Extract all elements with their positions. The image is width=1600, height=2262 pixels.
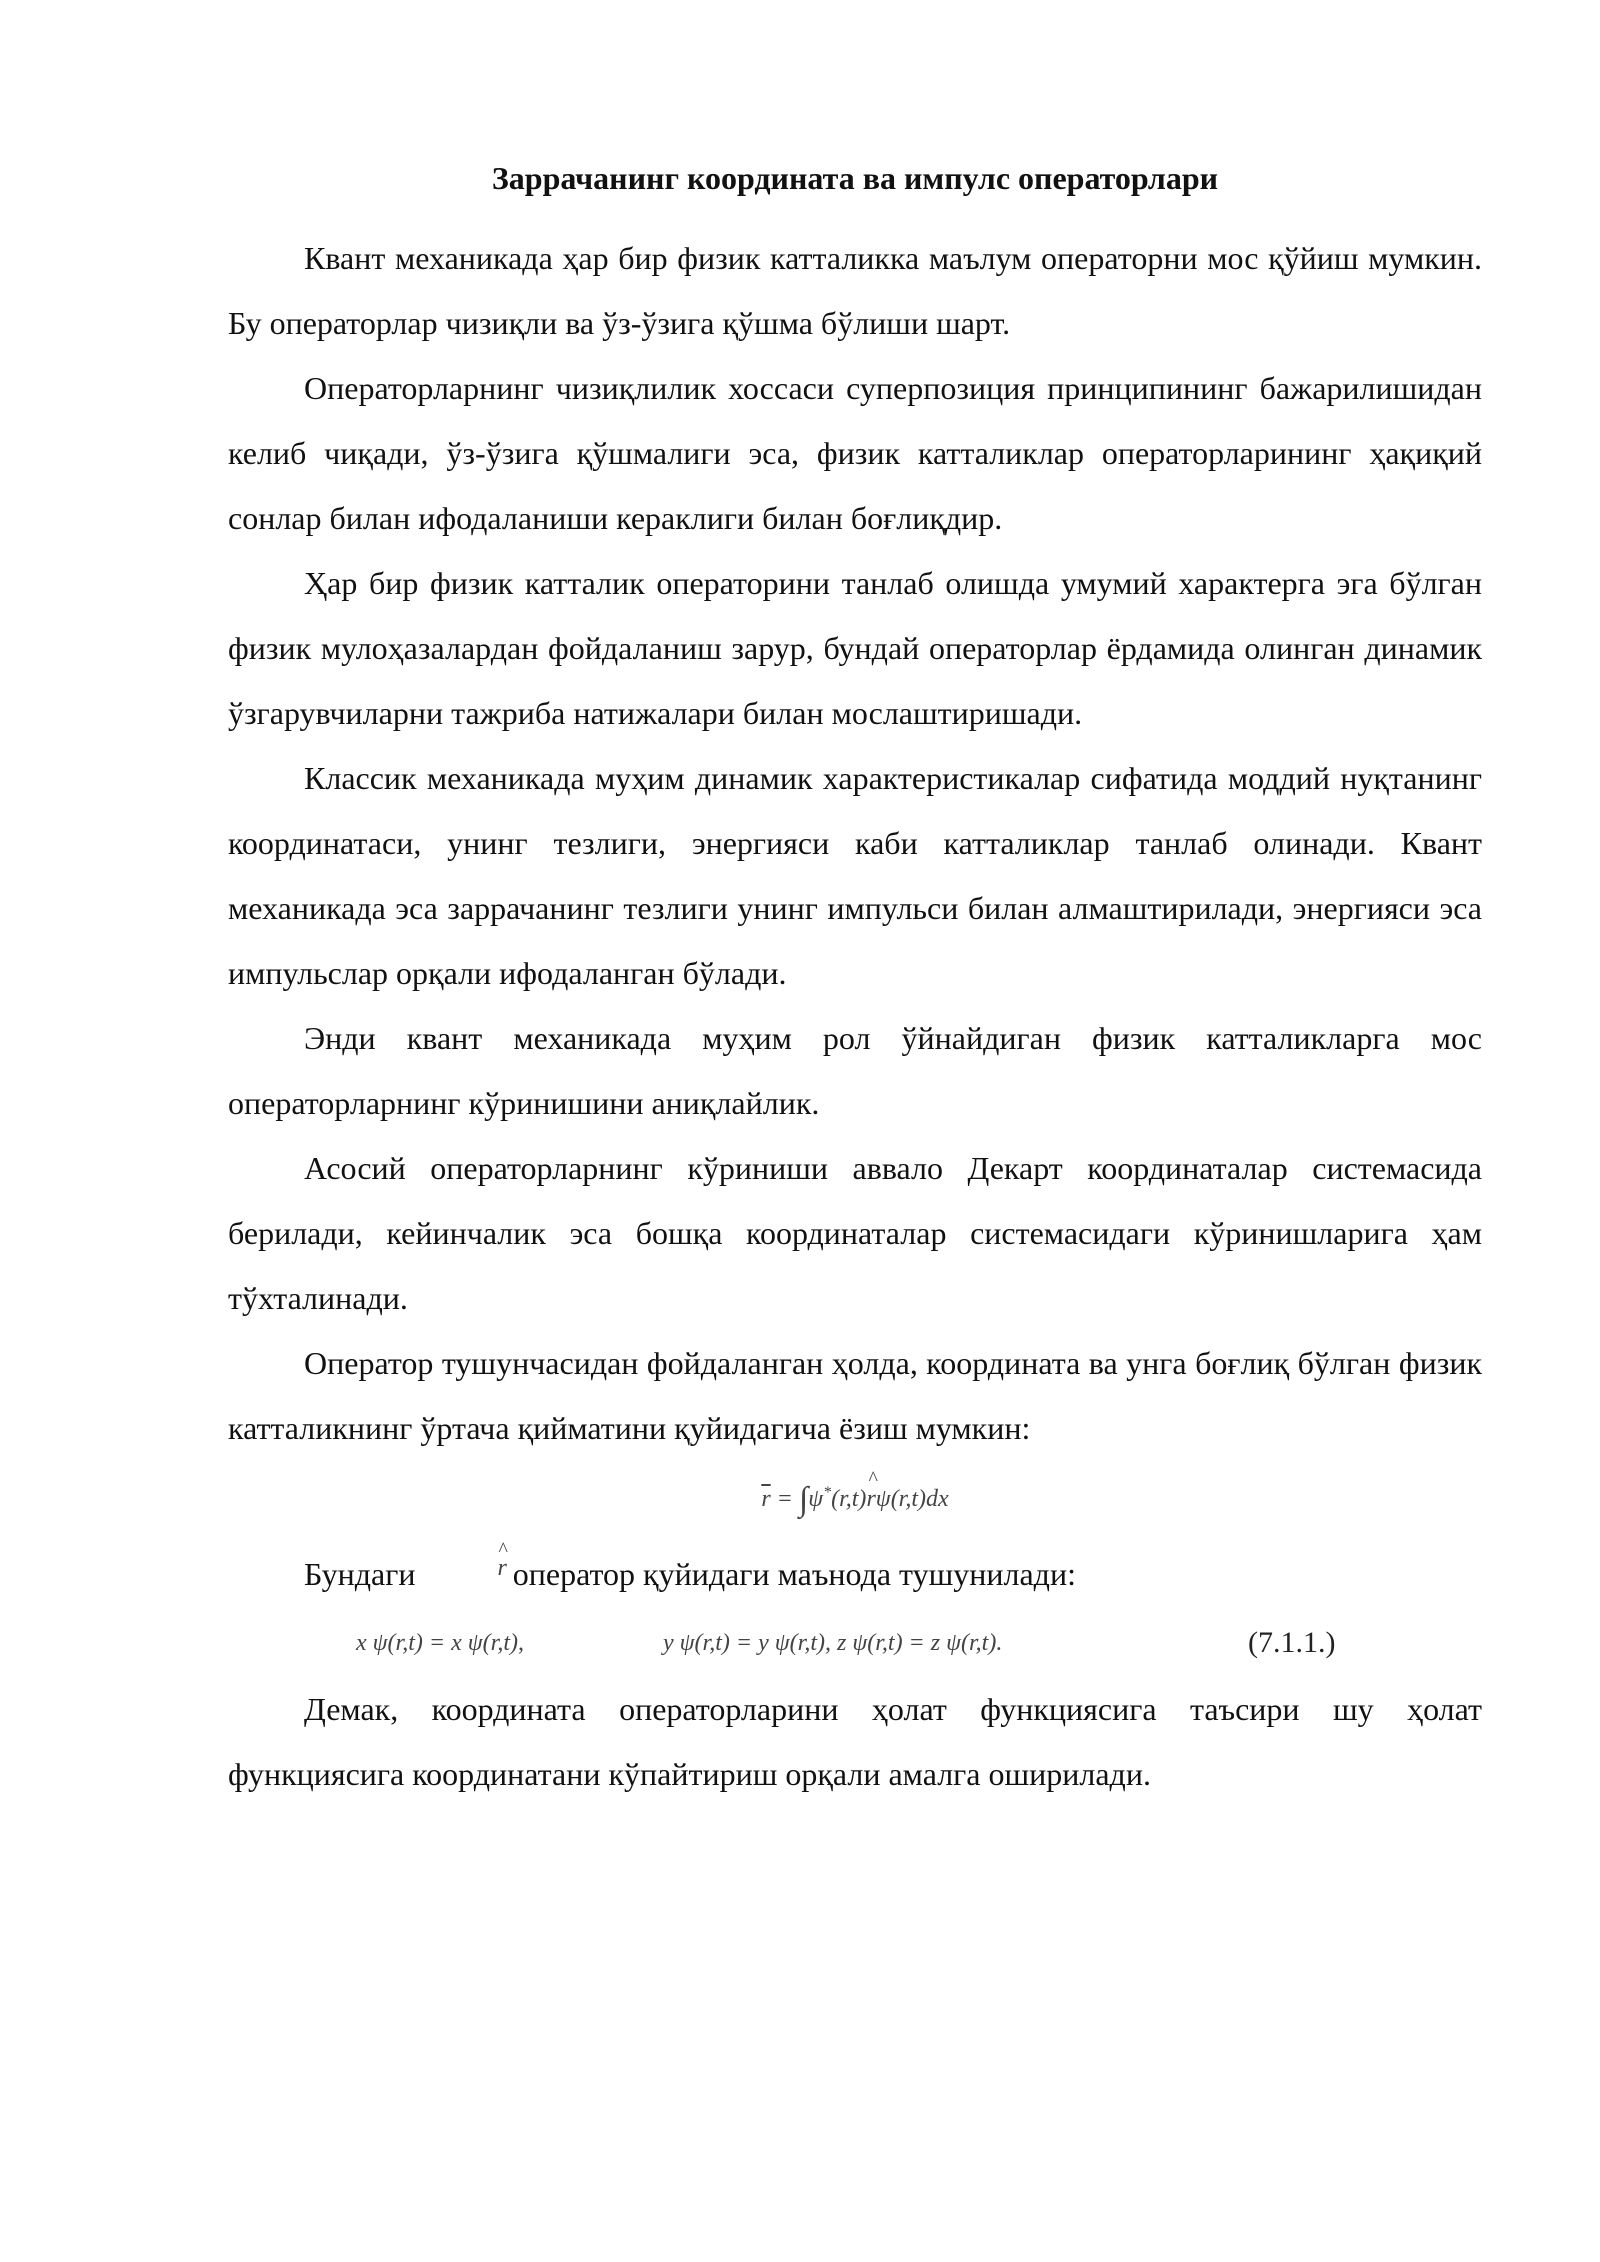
mean-value-formula [228,1461,1482,1532]
section-title: Заррачанинг координата ва импулс операторлари [491,160,1219,196]
formula-star: * [823,1484,832,1501]
formula-operator: ^ r [866,1467,875,1531]
paragraph-7: Оператор тушунчасидан фойдаланган ҳолда, координата ва унга боғлиқ бўлган физик катталикнинг ўртача қийматини қуйидагича ёзиш мумкин: [228,1345,1482,1446]
bundagi-after: оператор қуйидаги маънода тушунилади: [512,1556,1076,1592]
integral-sign: ∫ [798,1481,809,1518]
formula-psi-star: ψ [808,1486,824,1512]
formula-args1: (r,t) [831,1486,867,1512]
closing-paragraph: Демак, координата операторларини ҳолат функциясига таъсири шу ҳолат функциясига координатани кўпайтириш орқали амалга оширилади. [228,1691,1482,1792]
formula-lhs: $\overline{r}$ [761,1486,771,1512]
bundagi-before: Бундаги [304,1556,416,1592]
paragraph-4: Классик механикада муҳим динамик характеристикалар сифатида моддий нуқтанинг координатаси, унинг тезлиги, энергияси каби катталиклар танлаб олинади. Квант механикада эса заррачанинг тезлиги унинг импульси билан алмаштирилади, энергияси эса импульслар орқали ифодаланган бўлади. [228,760,1482,991]
r-operator-symbol: ^ r [421,1536,506,1601]
equation-number: (7.1.1.) [1248,1626,1336,1659]
paragraph-3: Ҳар бир физик катталик операторини танлаб олишда умумий характерга эга бўлган физик мулоҳазалардан фойдаланиш зарур, бундай операторлар ёрдамида олинган динамик ўзгарувчиларни тажриба натижалари билан мослаштиришади. [228,565,1482,731]
formula-x-operator: x ψ(r,t) = x ψ(r,t), [356,1630,524,1656]
formula-args2: (r,t)dx [890,1486,949,1512]
operator-definitions-formula [228,1611,1482,1677]
formula-eq: = [770,1486,799,1512]
formula-psi: ψ [875,1486,891,1512]
paragraph-2: Операторларнинг чизиқлилик хоссаси суперпозиция принципининг бажарилишидан келиб чиқади, ўз-ўзига қўшмалиги эса, физик катталиклар операторларининг ҳақиқий сонлар билан ифодаланиши кераклиги билан боғлиқдир. [228,370,1482,536]
formula-yz-operators: y ψ(r,t) = y ψ(r,t), z ψ(r,t) = z ψ(r,t). [663,1630,1003,1656]
paragraph-6: Асосий операторларнинг кўриниши аввало Декарт координаталар системасида берилади, кейинчалик эса бошқа координаталар системасидаги кўринишларига ҳам тўхталинади. [228,1150,1482,1316]
paragraph-1: Квант механикада ҳар бир физик катталикка маълум операторни мос қўйиш мумкин. Бу операторлар чизиқли ва ўз-ўзига қўшма бўлиши шарт. [228,240,1482,341]
bundagi-line [228,1542,1482,1611]
paragraph-5: Энди квант механикада муҳим рол ўйнайдиган физик катталикларга мос операторларнинг кўринишини аниқлайлик. [228,1020,1482,1121]
